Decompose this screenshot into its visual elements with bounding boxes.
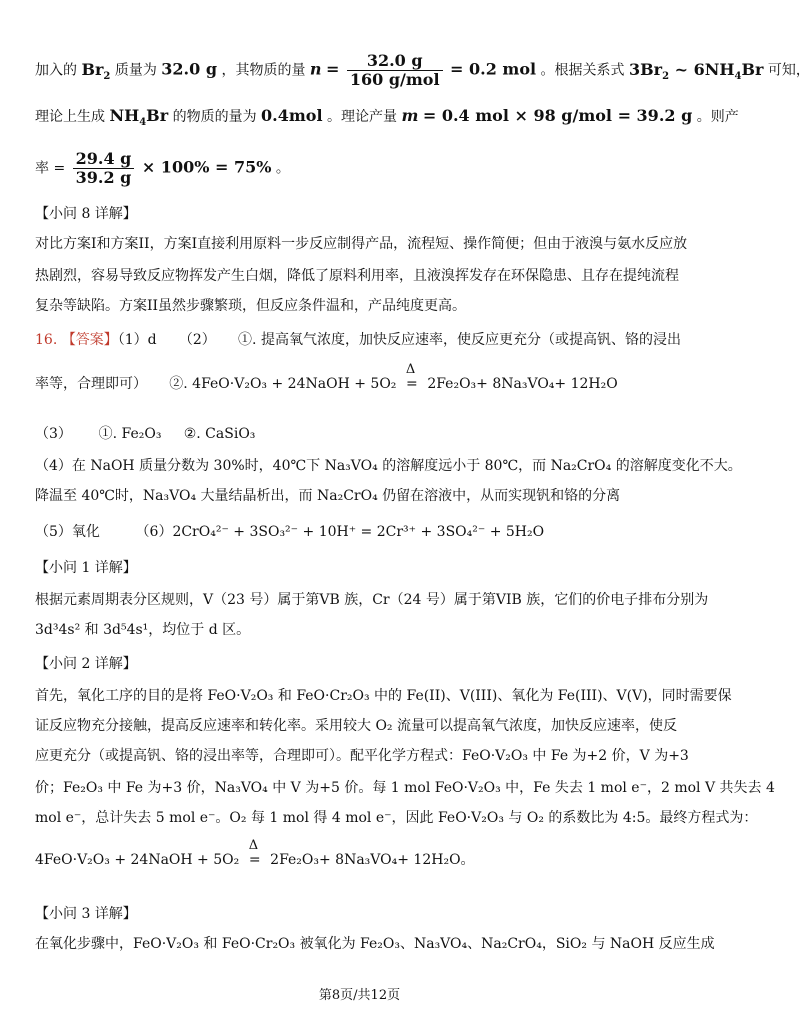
equation-line (35, 838, 475, 870)
heading-q3: 【小问 3 详解】 (35, 906, 137, 922)
answer-1: （1）d (117, 332, 157, 348)
text: 质量为 (114, 62, 157, 79)
answer-3: （3） (35, 426, 72, 442)
heading-q8: 【小问 8 详解】 (35, 206, 137, 222)
answer-2: （2） (178, 332, 216, 348)
paragraph: 3d³4s² 和 3d⁵4s¹，均位于 d 区。 (35, 622, 251, 638)
text: 。则产 (696, 109, 739, 125)
answer-line (35, 362, 618, 394)
answer-4-line2: 降温至 40℃时，Na₃VO₄ 大量结晶析出，而 Na₂CrO₄ 仍留在溶液中，从而实现钒和铬的分离 (35, 488, 621, 504)
answer-3-ii: ②. CaSiO₃ (183, 426, 256, 442)
text: 。理论产量 (327, 109, 397, 125)
text: 的物质的量为 (172, 109, 257, 125)
formula-nh4br: $NH_4Br$ (109, 106, 169, 129)
fraction: $\frac{32.0 g}{\text{160 g/mol}}$ (347, 52, 443, 89)
heat-symbol: Δ = (405, 362, 418, 392)
line-1: 加入的 $Br_2$ 质量为 32.0 g ，其物质的量 n = $\frac{32.0 g}{\text{160 g/mol}}$ = 0.2 mol 。根据关系式 $3Br_2$ ~ $6NH_4Br$ 可知， (35, 51, 810, 89)
line-3 (35, 150, 290, 187)
paragraph: 证反应物充分接触，提高反应速率和转化率。采用较大 O₂ 流量可以提高氧气浓度，加快反应速率，使反 (35, 718, 677, 734)
answer-tag: 【答案】 (61, 332, 118, 348)
mass-value: 32.0 g (161, 59, 218, 79)
heat-symbol: Δ = (248, 838, 261, 868)
result: × 100% = 75% (141, 157, 272, 177)
answer-2-i: ①. 提高氧气浓度，加快反应速率，使反应更充分（或提高钒、铬的浸出 (238, 332, 681, 348)
heading-q2: 【小问 2 详解】 (35, 656, 137, 672)
paragraph: 应更充分（或提高钒、铬的浸出率等，合理即可）。配平化学方程式：FeO·V₂O₃ 中 Fe 为+2 价，V 为+3 (35, 748, 689, 764)
paragraph: 热剧烈，容易导致反应物挥发产生白烟，降低了原料利用率，且液溴挥发存在环保隐患、且存在提纯流程 (35, 268, 679, 284)
equation-right: 2Fe₂O₃+ 8Na₃VO₄+ 12H₂O (427, 376, 618, 392)
text: 。 (275, 160, 290, 177)
answer-5: （5）氧化 (35, 524, 100, 540)
text: 加入的 (35, 62, 77, 79)
paragraph: 在氧化步骤中，FeO·V₂O₃ 和 FeO·Cr₂O₃ 被氧化为 Fe₂O₃、Na₃VO₄、Na₂CrO₄，SiO₂ 与 NaOH 反应生成 (35, 936, 715, 952)
equation-right: 2Fe₂O₃+ 8Na₃VO₄+ 12H₂O。 (270, 852, 475, 868)
formula-br2: $Br_2$ (81, 59, 111, 82)
var-n: n (309, 59, 322, 79)
paragraph: 对比方案I和方案II，方案I直接利用原料一步反应制得产品，流程短、操作简便；但由于液溴与氨水反应放 (35, 236, 688, 252)
answer-line (35, 424, 255, 444)
answer-line (35, 330, 681, 350)
answer-4-line1: （4）在 NaOH 质量分数为 30%时，40℃下 Na₃VO₄ 的溶解度远小于 80℃，而 Na₂CrO₄ 的溶解度变化不大。 (35, 458, 742, 474)
fraction: $\frac{29.4 g}{39.2 g}$ (73, 150, 135, 187)
mol-value: 0.4mol (261, 106, 323, 125)
text: ，其物质的量 (221, 62, 306, 79)
paragraph: 价；Fe₂O₃ 中 Fe 为+3 价，Na₃VO₄ 中 V 为+5 价。每 1 mol FeO·V₂O₃ 中，Fe 失去 1 mol e⁻，2 mol V 共失去 4 (35, 780, 775, 796)
text: 率 = (35, 160, 66, 177)
heading-q1: 【小问 1 详解】 (35, 560, 137, 576)
result: = 0.2 mol (450, 59, 537, 79)
answer-6: （6）2CrO₄²⁻ + 3SO₃²⁻ + 10H⁺ = 2Cr³⁺ + 3SO₄²⁻ + 5H₂O (135, 524, 545, 540)
relation: $3Br_2$ ~ $6NH_4Br$ (628, 59, 764, 82)
page-footer: 第8页/共12页 (318, 988, 401, 1003)
text: 。根据关系式 (540, 62, 625, 79)
paragraph: 复杂等缺陷。方案II虽然步骤繁琐，但反应条件温和，产品纯度更高。 (35, 298, 467, 314)
question-number: 16. (35, 332, 58, 348)
paragraph: 首先，氧化工序的目的是将 FeO·V₂O₃ 和 FeO·Cr₂O₃ 中的 Fe(II)、V(III)、氧化为 Fe(III)、V(V)，同时需要保 (35, 688, 732, 704)
text: 理论上生成 (35, 109, 105, 125)
equation-left: 4FeO·V₂O₃ + 24NaOH + 5O₂ (35, 852, 240, 868)
paragraph: 根据元素周期表分区规则，V（23 号）属于第VB 族，Cr（24 号）属于第VIB 族，它们的价电子排布分别为 (35, 592, 709, 608)
text: 率等，合理即可） (35, 376, 147, 392)
paragraph: mol e⁻，总计失去 5 mol e⁻。O₂ 每 1 mol 得 4 mol e⁻，因此 FeO·V₂O₃ 与 O₂ 的系数比为 4:5。最终方程式为： (35, 810, 758, 826)
answer-line (35, 522, 544, 542)
line-2 (35, 106, 739, 133)
var-m: m (401, 106, 419, 125)
text: 可知， (767, 62, 810, 79)
equation-left: ②. 4FeO·V₂O₃ + 24NaOH + 5O₂ (169, 376, 397, 392)
equation: = 0.4 mol × 98 g/mol = 39.2 g (422, 106, 693, 125)
answer-3-i: ①. Fe₂O₃ (98, 426, 162, 442)
